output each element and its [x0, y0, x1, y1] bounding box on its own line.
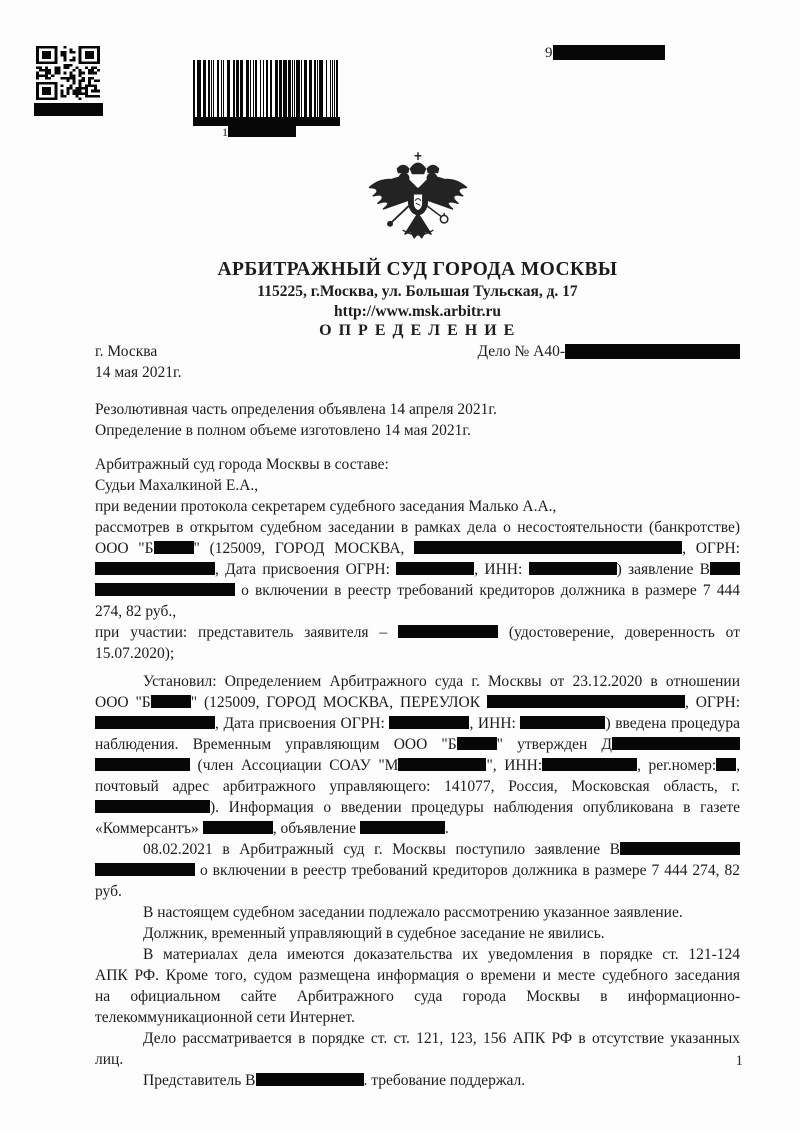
barcode-image	[193, 60, 340, 126]
redaction-bar	[95, 583, 235, 596]
text-line: , Дата присвоения ОГРН: , ИНН: ) введена процедура	[95, 713, 740, 734]
redaction-bar	[95, 562, 215, 575]
text-line: «Коммерсантъ» , объявление .	[95, 820, 449, 837]
redaction-bar	[95, 758, 190, 771]
barcode-number	[222, 126, 296, 139]
page-number: 1	[735, 1053, 743, 1069]
redaction-bar	[520, 716, 605, 729]
redaction-bar	[487, 695, 685, 708]
redaction-bar	[612, 737, 740, 750]
redaction-bar	[553, 45, 665, 60]
document-body	[95, 399, 740, 1091]
text-line: В настоящем судебном заседании подлежало рассмотрению указанное заявление.	[143, 904, 683, 921]
text-line: 08.02.2021 в Арбитражный суд г. Москвы поступило заявление В	[95, 839, 740, 860]
text-line: на официальном сайте Арбитражного суда города Москвы в информационно-	[95, 988, 740, 1005]
text-line: руб.	[95, 883, 122, 900]
court-website: http://www.msk.arbitr.ru	[334, 303, 501, 320]
text-line: о включении в реестр требований кредиторов должника в размере 7 444 274, 82	[95, 860, 740, 881]
text-line: Представитель В . требование поддержал.	[143, 1072, 526, 1089]
redaction-bar	[457, 737, 497, 750]
text-line: ООО "Б " (125009, ГОРОД МОСКВА, ПЕРЕУЛОК , ОГРН:	[95, 694, 741, 711]
text-line: при ведении протокола секретарем судебного заседания Малько А.А.,	[95, 498, 557, 515]
city-label: г. Москва	[95, 343, 158, 360]
text-line: лиц.	[95, 1051, 124, 1068]
case-row	[95, 341, 740, 362]
text-line: 15.07.2020);	[95, 645, 175, 662]
text-line: Арбитражный суд города Москвы в составе:	[95, 456, 389, 473]
russian-coat-of-arms-icon	[362, 152, 474, 249]
serial-prefix: 9	[545, 45, 553, 61]
text-line: Установил: Определением Арбитражного суда г. Москвы от 23.12.2020 в отношении	[143, 673, 740, 690]
redaction-bar	[256, 1073, 364, 1086]
text-line: телекоммуникационной сети Интернет.	[95, 1009, 355, 1026]
redaction-bar	[95, 716, 215, 729]
case-number	[477, 341, 740, 362]
text-line: о включении в реестр требований кредиторов должника в размере 7 444	[95, 580, 740, 601]
redaction-bar	[154, 541, 194, 554]
redaction-bar	[414, 541, 682, 554]
redaction-bar	[398, 625, 498, 638]
barcode-number-prefix: 1	[222, 125, 228, 139]
text-line: при участии: представитель заявителя – (удостоверение, доверенность от	[95, 624, 740, 641]
text-line: В материалах дела имеются доказательства их уведомления в порядке ст. 121-124	[143, 946, 740, 963]
text-line: (член Ассоциации СОАУ "М ", ИНН: , рег.номер: ,	[95, 755, 740, 776]
court-address: 115225, г.Москва, ул. Большая Тульская, д. 17	[257, 283, 578, 300]
document-content	[95, 152, 740, 1091]
redaction-bar	[151, 695, 191, 708]
text-line: АПК РФ. Кроме того, судом размещена информация о времени и месте судебного заседания	[95, 967, 740, 984]
redaction-bar	[620, 842, 740, 855]
document-title: О П Р Е Д Е Л Е Н И Е	[319, 322, 516, 339]
case-number-prefix: Дело № А40-	[477, 343, 565, 360]
redaction-bar	[716, 758, 736, 771]
text-line: ). Информация о введении процедуры наблюдения опубликована в газете	[95, 797, 740, 818]
court-name: АРБИТРАЖНЫЙ СУД ГОРОДА МОСКВЫ	[217, 259, 618, 280]
text-line: Резолютивная часть определения объявлена 14 апреля 2021г.	[95, 401, 497, 418]
text-line: наблюдения. Временным управляющим ООО "Б " утвержден Д	[95, 734, 740, 755]
redaction-bar	[360, 821, 445, 834]
barcode	[193, 60, 340, 131]
text-line: , Дата присвоения ОГРН: , ИНН: ) заявление В	[95, 559, 740, 580]
redaction-bar	[542, 758, 637, 771]
text-line: рассмотрев в открытом судебном заседании в рамках дела о несостоятельности (банкротстве)	[95, 519, 740, 536]
document-date: 14 мая 2021г.	[95, 364, 182, 381]
text-line: ООО "Б " (125009, ГОРОД МОСКВА, , ОГРН:	[95, 540, 740, 557]
redaction-bar	[228, 126, 296, 137]
redaction-bar	[203, 821, 273, 834]
redaction-bar	[398, 758, 486, 771]
redaction-bar	[529, 562, 617, 575]
redaction-bar	[710, 562, 740, 575]
case-number-redaction	[565, 344, 740, 359]
serial-number	[545, 44, 665, 62]
qr-redaction-bar	[34, 103, 103, 116]
redaction-bar	[95, 800, 210, 813]
redaction-bar	[396, 562, 474, 575]
text-line: 274, 82 руб.,	[95, 603, 177, 620]
qr-code-image	[36, 46, 100, 100]
text-line: Определение в полном объеме изготовлено 14 мая 2021г.	[95, 422, 471, 439]
text-line: Судьи Махалкиной Е.А.,	[95, 477, 259, 494]
redaction-bar	[389, 716, 469, 729]
qr-code	[36, 46, 100, 105]
redaction-bar	[95, 863, 195, 876]
text-line: Должник, временный управляющий в судебное заседание не явились.	[143, 925, 605, 942]
text-line: почтовый адрес арбитражного управляющего: 141077, Россия, Московская область, г.	[95, 778, 740, 795]
text-line: Дело рассматривается в порядке ст. ст. 121, 123, 156 АПК РФ в отсутствие указанных	[143, 1030, 740, 1047]
